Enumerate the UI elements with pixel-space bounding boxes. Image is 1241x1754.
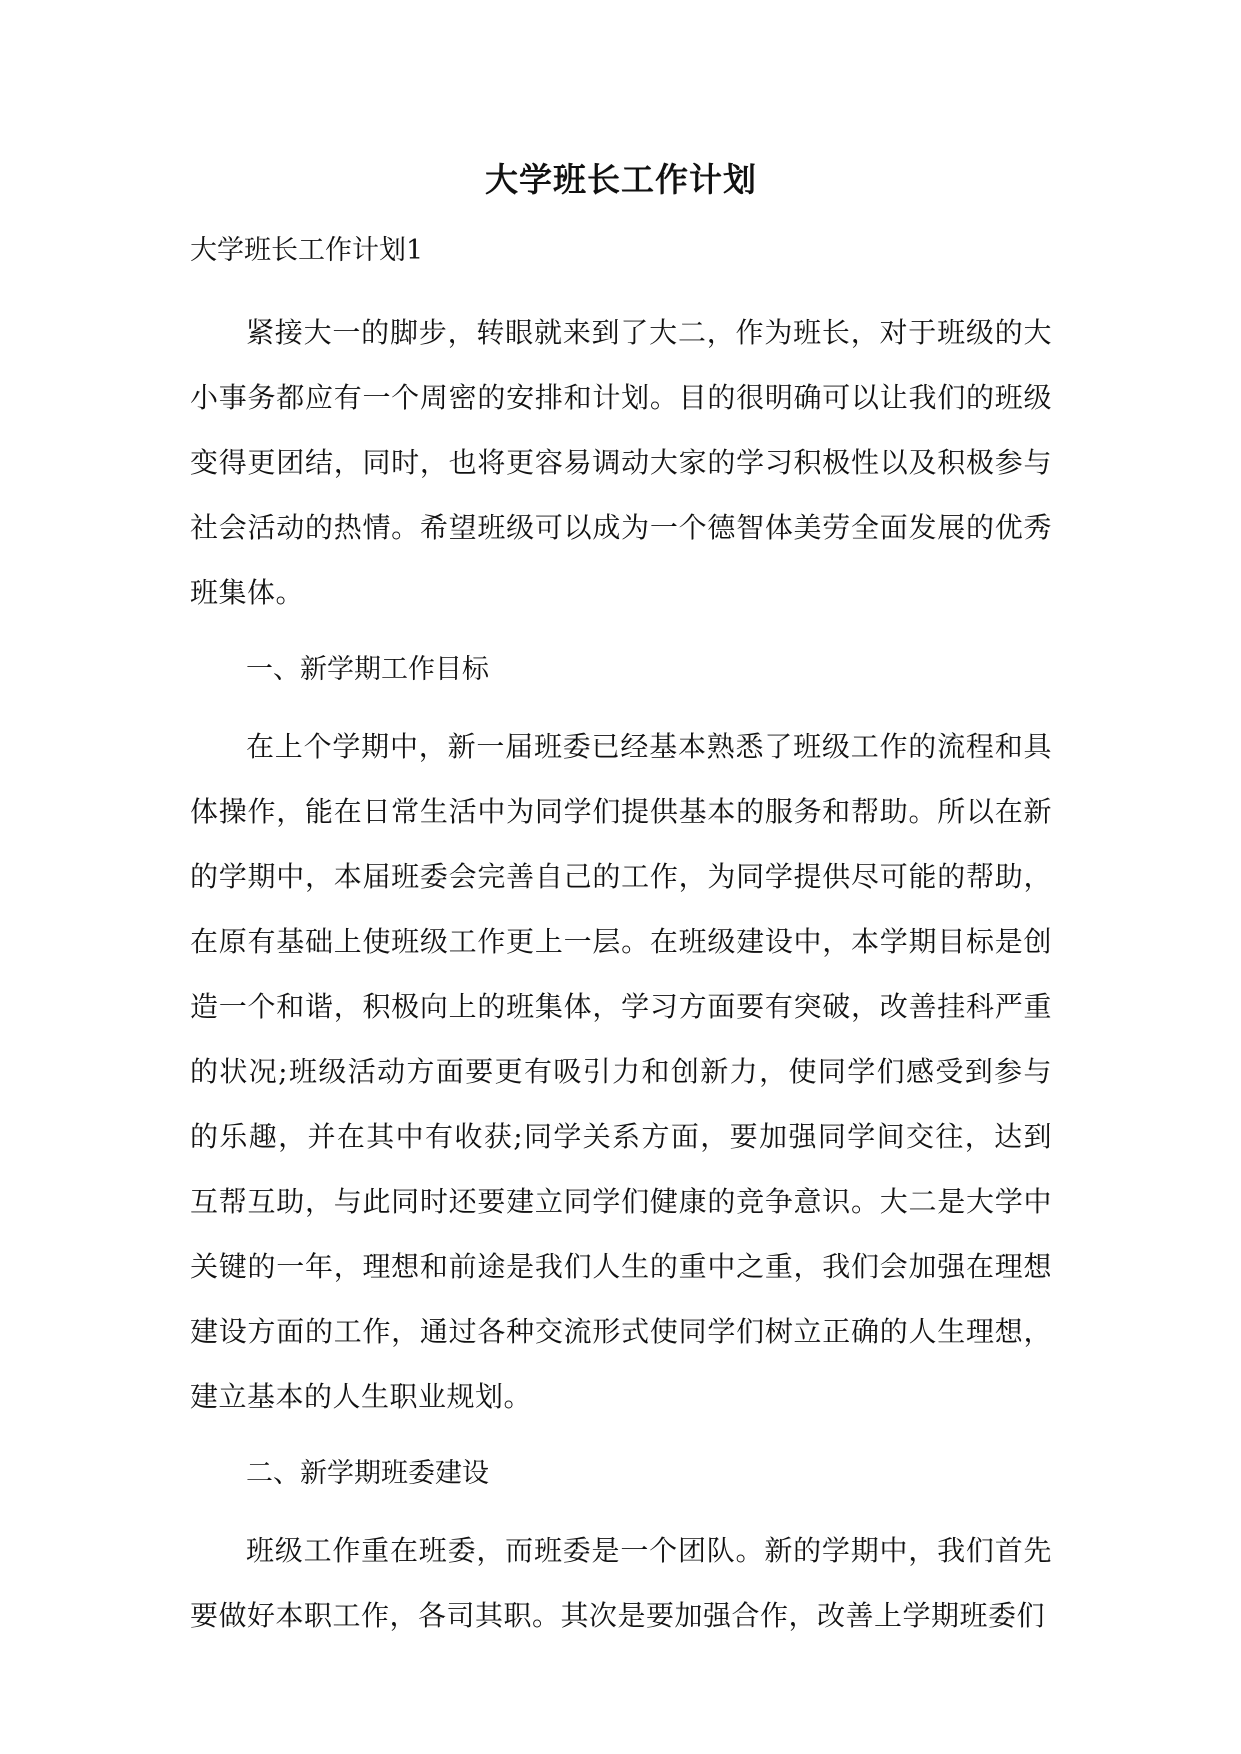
document-subtitle: 大学班长工作计划1: [190, 235, 424, 266]
paragraph-committee: 班级工作重在班委，而班委是一个团队。新的学期中，我们首先要做好本职工作，各司其职。其次是要加强合作，改善上学期班委们: [190, 1534, 1052, 1632]
document-body: [190, 152, 1052, 1660]
paragraph-intro: 紧接大一的脚步，转眼就来到了大二，作为班长，对于班级的大小事务都应有一个周密的安排和计划。目的很明确可以让我们的班级变得更团结，同时，也将更容易调动大家的学习积极性以及积极参与社会活动的热情。希望班级可以成为一个德智体美劳全面发展的优秀班集体。: [190, 316, 1052, 609]
section-heading-committee: 二、新学期班委建设: [246, 1458, 489, 1489]
section-heading-goals: 一、新学期工作目标: [246, 654, 489, 685]
document-title: 大学班长工作计划: [485, 160, 757, 199]
paragraph-goals: 在上个学期中，新一届班委已经基本熟悉了班级工作的流程和具体操作，能在日常生活中为同学们提供基本的服务和帮助。所以在新的学期中，本届班委会完善自己的工作，为同学提供尽可能的帮助，在原有基础上使班级工作更上一层。在班级建设中，本学期目标是创造一个和谐，积极向上的班集体，学习方面要有突破，改善挂科严重的状况;班级活动方面要更有吸引力和创新力，使同学们感受到参与的乐趣，并在其中有收获;同学关系方面，要加强同学间交往，达到互帮互助，与此同时还要建立同学们健康的竞争意识。大二是大学中关键的一年，理想和前途是我们人生的重中之重，我们会加强在理想建设方面的工作，通过各种交流形式使同学们树立正确的人生理想，建立基本的人生职业规划。: [190, 730, 1052, 1413]
